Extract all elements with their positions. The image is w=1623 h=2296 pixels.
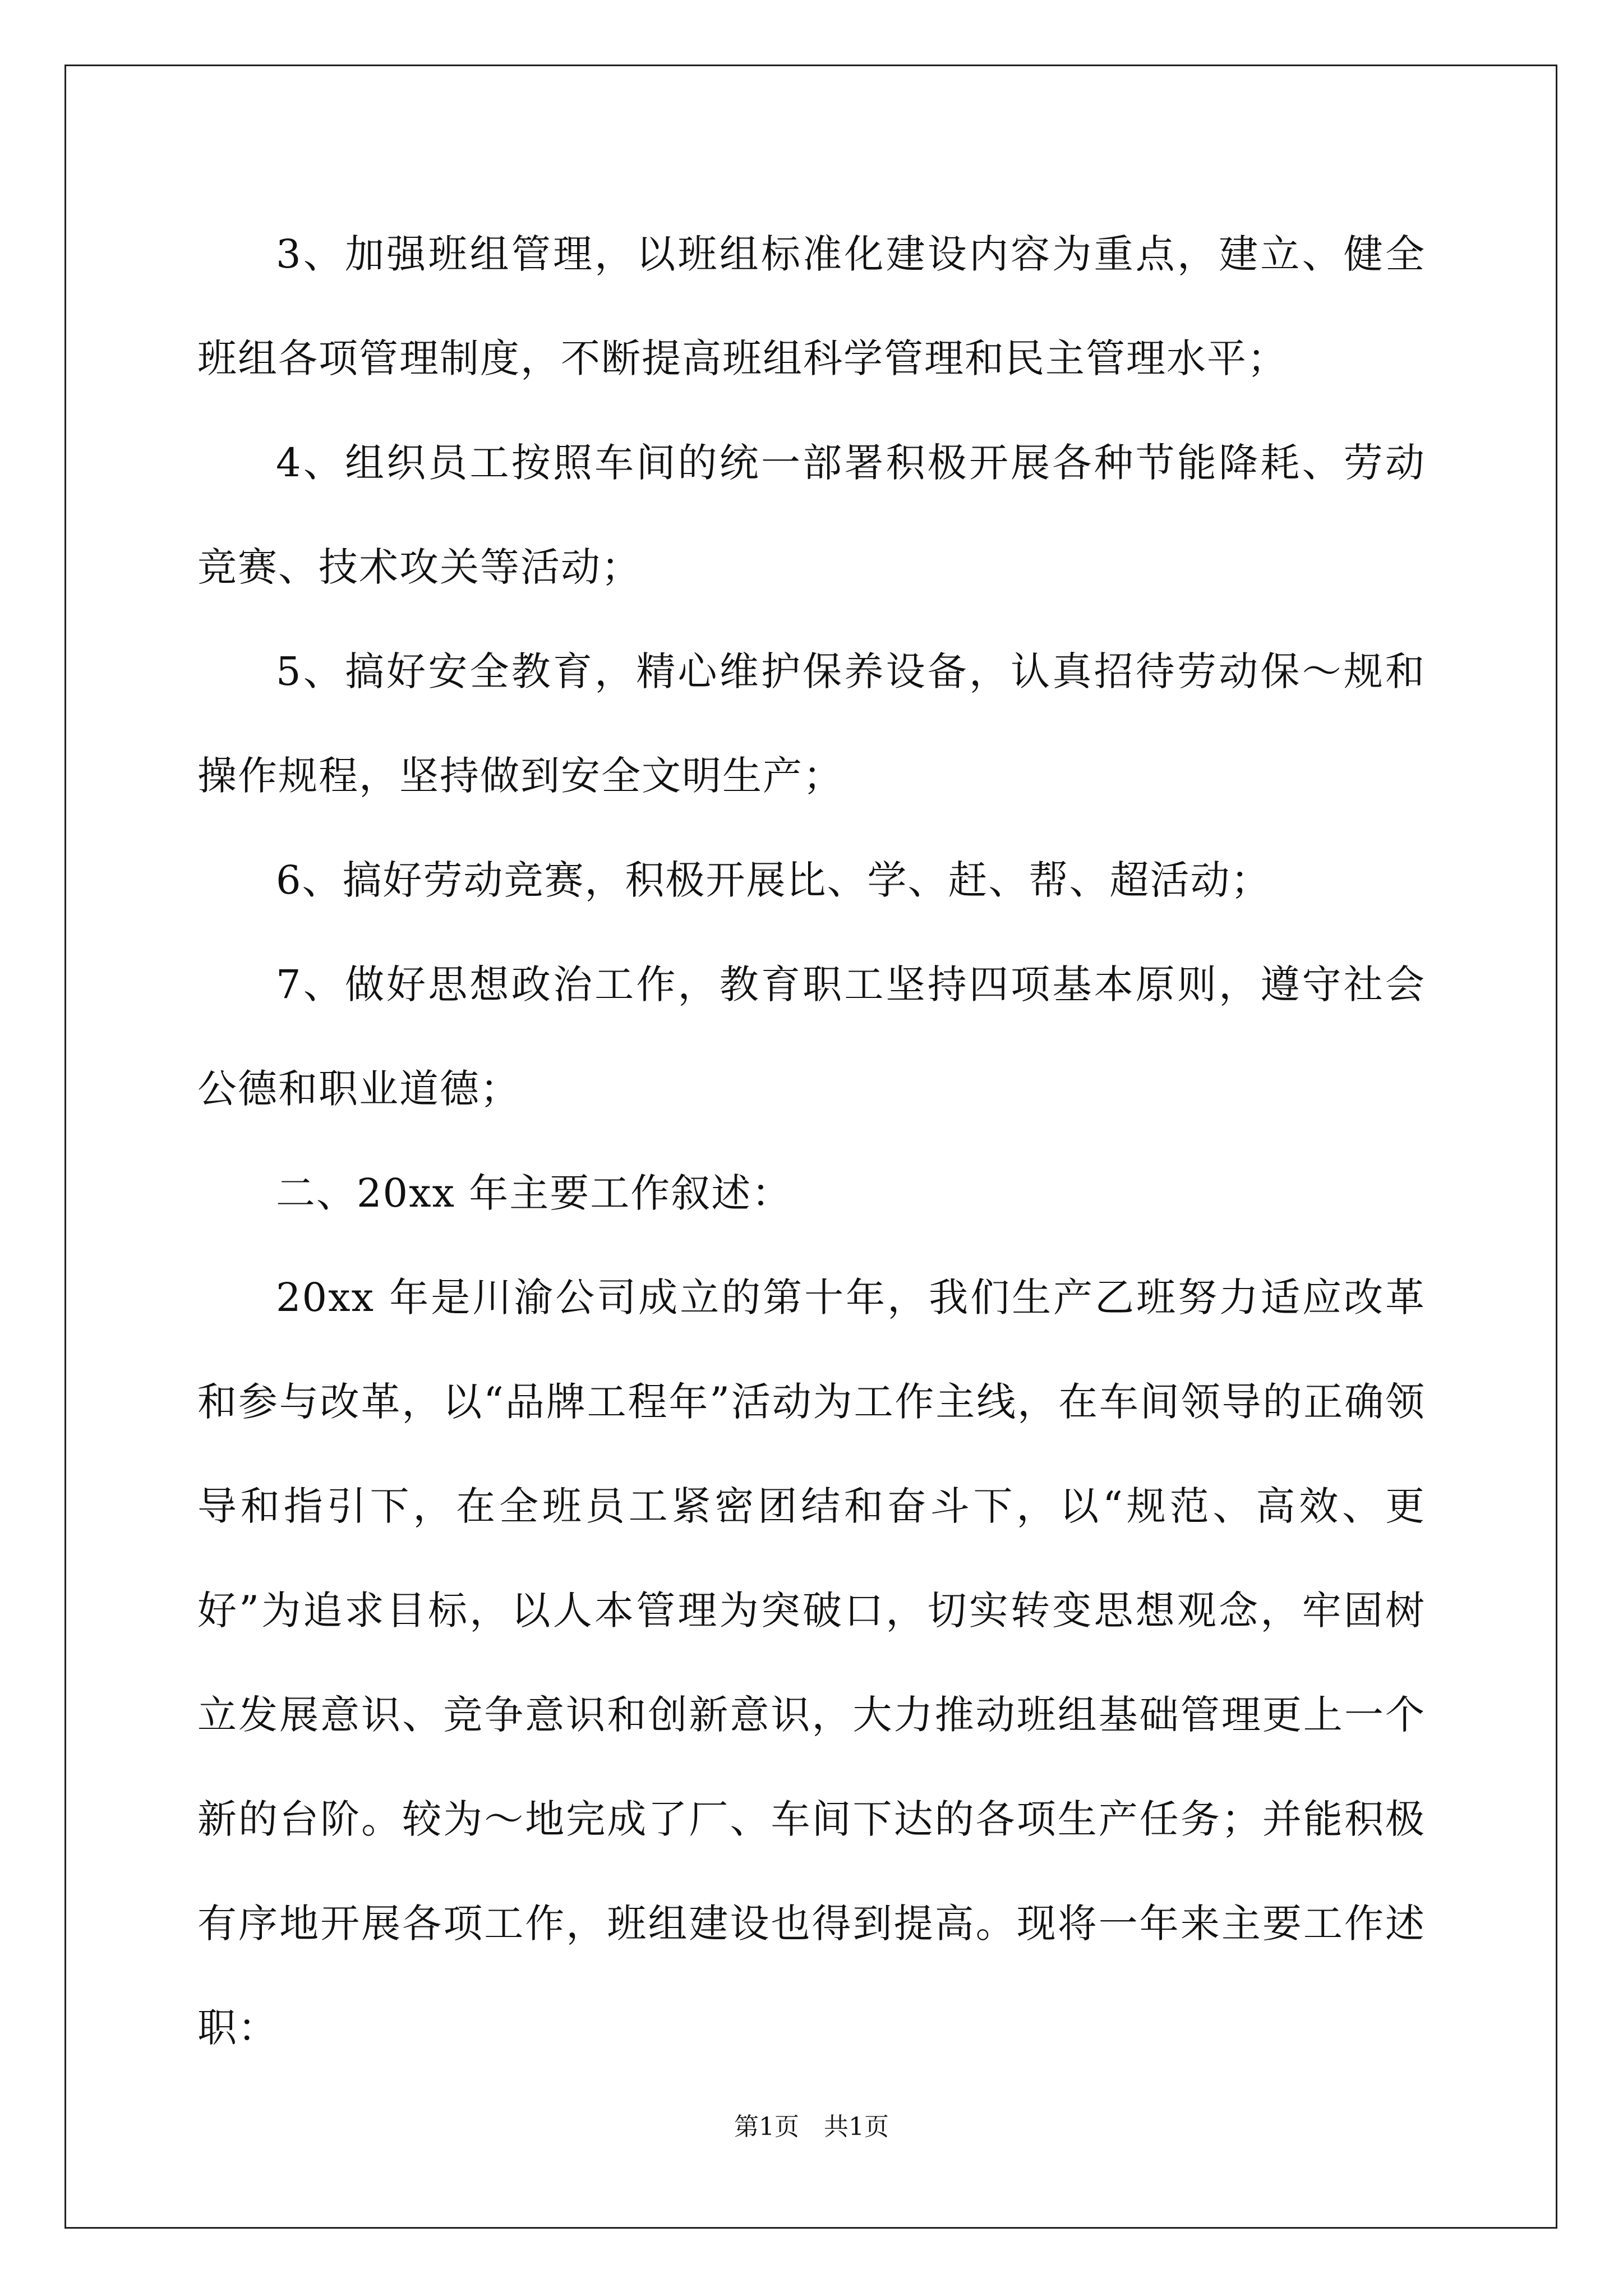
paragraph-item-7: 7、做好思想政治工作，教育职工坚持四项基本原则，遵守社会公德和职业道德； (197, 961, 1426, 1112)
summary-paragraph: 20xx 年是川渝公司成立的第十年，我们生产乙班努力适应改革和参与改革，以“品牌工程年”活动为工作主线，在车间领导的正确领导和指引下，在全班员工紧密团结和奋斗下，以“规范、高效、更好”为追求目标，以人本管理为突破口，切实转变思想观念，牢固树立发展意识、竞争意识和创新意识，大力推动班组基础管理更上一个新的台阶。较为～地完成了厂、车间下达的各项生产任务；并能积极有序地开展各项工作，班组建设也得到提高。现将一年来主要工作述职： (197, 1274, 1426, 2051)
paragraph-item-4: 4、组织员工按照车间的统一部署积极开展各种节能降耗、劳动竞赛、技术攻关等活动； (197, 440, 1426, 590)
paragraph-item-3: 3、加强班组管理，以班组标准化建设内容为重点，建立、健全班组各项管理制度，不断提高班组科学管理和民主管理水平； (197, 231, 1426, 381)
page-number-footer: 第1页 共1页 (734, 2113, 889, 2141)
paragraph-item-5: 5、搞好安全教育，精心维护保养设备，认真招待劳动保～规和操作规程，坚持做到安全文明生产； (197, 648, 1426, 799)
paragraph-item-6: 6、搞好劳动竞赛，积极开展比、学、赶、帮、超活动； (276, 857, 1271, 903)
document-body (197, 202, 1426, 2080)
section-heading: 二、20xx 年主要工作叙述： (276, 1170, 792, 1216)
